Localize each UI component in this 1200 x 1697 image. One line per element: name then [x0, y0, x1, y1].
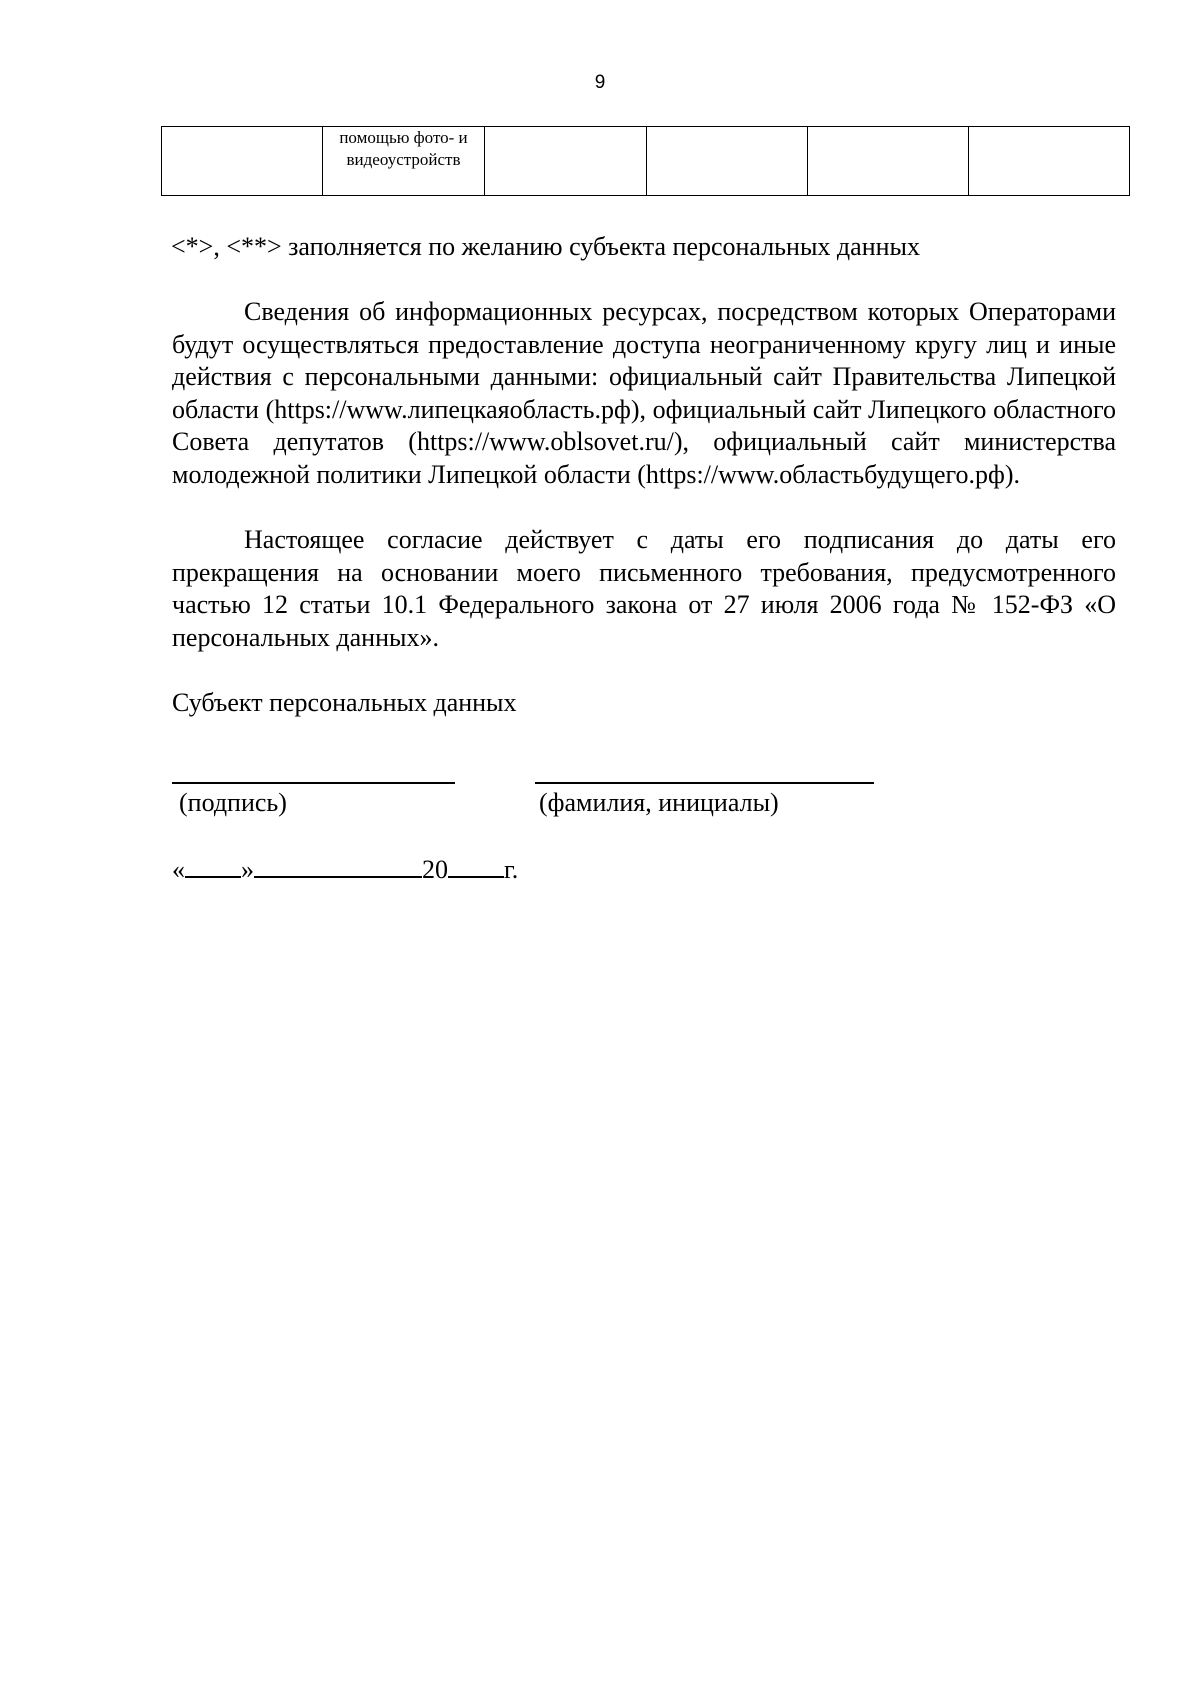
table-cell — [969, 127, 1130, 196]
paragraph-info-resources — [172, 296, 1116, 491]
signature-caption: (подпись) — [179, 788, 287, 817]
date-open-quote: « — [172, 855, 185, 884]
name-caption: (фамилия, инициалы) — [539, 788, 779, 817]
paragraph-text: Настоящее согласие действует с даты его подписания до даты его прекращения на основании моего письменного требования, предусмотренного частью 12 статьи 10.1 Федерального закона от 27 июля 2006 года № 152-ФЗ «О персональных данных». — [172, 525, 1116, 652]
table-cell — [485, 127, 647, 196]
month-blank — [254, 852, 422, 878]
table-cell — [808, 127, 969, 196]
paragraph-text: Сведения об информационных ресурсах, посредством которых Операторами будут осуществляться предоставление доступа неограниченному кругу лиц и иные действия с персональными данными: официальный сайт Правительства Липецкой области (https://www.липецкаяобласть.рф), официальный сайт Липецкого областного Совета депутатов (https://www.oblsovet.ru/), официальный сайт министерства молодежной политики Липецкой области (https://www.областьбудущего.рф). — [172, 297, 1116, 489]
table-cell — [162, 127, 323, 196]
day-blank — [185, 852, 241, 878]
date-close-quote: » — [241, 855, 254, 884]
table-cell-method: помощью фото- и видеоустройств — [323, 127, 485, 196]
name-line — [535, 782, 874, 784]
paragraph-consent-duration — [172, 524, 1116, 654]
continued-table — [161, 126, 1130, 196]
year-blank — [448, 852, 504, 878]
date-year-suffix: г. — [504, 855, 519, 884]
signature-line — [172, 782, 455, 784]
page-number: 9 — [594, 72, 606, 93]
date-line — [172, 852, 518, 886]
table-cell — [647, 127, 808, 196]
footnote: <*>, <**> заполняется по желанию субъекта персональных данных — [171, 232, 920, 261]
table-row — [162, 127, 1130, 196]
subject-label: Субъект персональных данных — [172, 688, 517, 717]
date-century: 20 — [422, 855, 448, 884]
